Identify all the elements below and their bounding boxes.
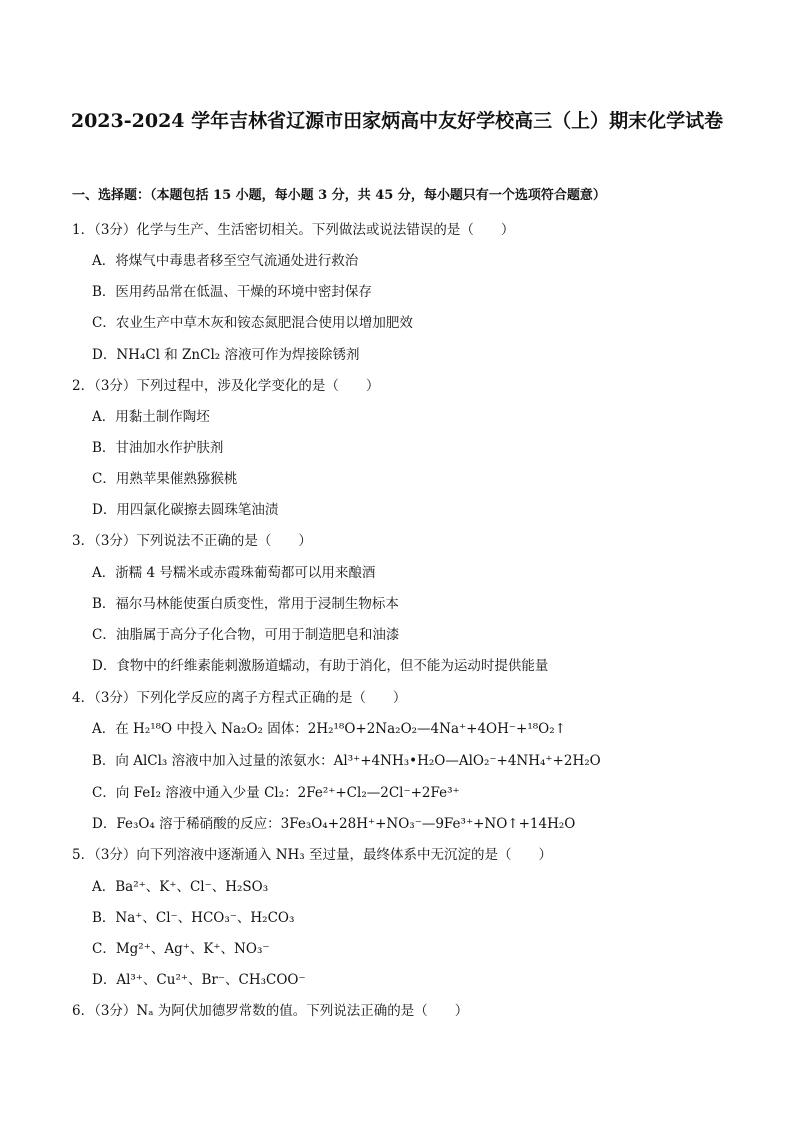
question-1-option-a: A．将煤气中毒患者移至空气流通处进行救治	[92, 253, 359, 269]
question-1-option-d: D．NH₄Cl 和 ZnCl₂ 溶液可作为焊接除锈剂	[92, 347, 360, 363]
question-3-option-a: A．浙糯 4 号糯米或赤霞珠葡萄都可以用来酿酒	[92, 565, 376, 581]
question-2-stem: 2．（3分）下列过程中，涉及化学变化的是（ ）	[72, 378, 380, 394]
question-5-option-d: D．Al³⁺、Cu²⁺、Br⁻、CH₃COO⁻	[92, 972, 306, 988]
question-3-stem: 3．（3分）下列说法不正确的是（ ）	[72, 533, 312, 549]
question-3-option-d: D．食物中的纤维素能刺激肠道蠕动，有助于消化，但不能为运动时提供能量	[92, 658, 549, 674]
question-3-option-b: B．福尔马林能使蛋白质变性，常用于浸制生物标本	[92, 596, 399, 612]
question-4-stem: 4．（3分）下列化学反应的离子方程式正确的是（ ）	[72, 690, 407, 706]
section-heading: 一、选择题：（本题包括 15 小题，每小题 3 分，共 45 分，每小题只有一个选项符合题意）	[72, 188, 606, 203]
question-2-option-a: A．用黏土制作陶坯	[92, 409, 210, 425]
question-3-option-c: C．油脂属于高分子化合物，可用于制造肥皂和油漆	[92, 627, 400, 643]
question-1-option-b: B．医用药品常在低温、干燥的环境中密封保存	[92, 284, 372, 300]
question-2-option-d: D．用四氯化碳擦去圆珠笔油渍	[92, 502, 279, 518]
question-1-stem: 1．（3分）化学与生产、生活密切相关。下列做法或说法错误的是（ ）	[72, 222, 515, 238]
question-4-option-c: C．向 FeI₂ 溶液中通入少量 Cl₂：2Fe²⁺+Cl₂—2Cl⁻+2Fe³⁺	[92, 785, 460, 801]
question-4-option-d: D．Fe₃O₄ 溶于稀硝酸的反应：3Fe₃O₄+28H⁺+NO₃⁻—9Fe³⁺+NO↑+14H₂O	[92, 816, 576, 832]
question-6-stem: 6．（3分）Nₐ 为阿伏加德罗常数的值。下列说法正确的是（ ）	[72, 1003, 469, 1019]
page-title: 2023-2024 学年吉林省辽源市田家炳高中友好学校高三（上）期末化学试卷	[70, 110, 724, 132]
question-2-option-b: B．甘油加水作护肤剂	[92, 440, 224, 456]
question-5-stem: 5．（3分）向下列溶液中逐渐通入 NH₃ 至过量，最终体系中无沉淀的是（ ）	[72, 847, 553, 863]
question-4-option-a: A．在 H₂¹⁸O 中投入 Na₂O₂ 固体：2H₂¹⁸O+2Na₂O₂—4Na⁺+4OH⁻+¹⁸O₂↑	[92, 721, 566, 737]
question-5-option-b: B．Na⁺、Cl⁻、HCO₃⁻、H₂CO₃	[92, 910, 295, 926]
question-5-option-c: C．Mg²⁺、Ag⁺、K⁺、NO₃⁻	[92, 941, 270, 957]
question-5-option-a: A．Ba²⁺、K⁺、Cl⁻、H₂SO₃	[92, 879, 269, 895]
question-1-option-c: C．农业生产中草木灰和铵态氮肥混合使用以增加肥效	[92, 315, 413, 331]
question-2-option-c: C．用熟苹果催熟猕猴桃	[92, 471, 238, 487]
question-4-option-b: B．向 AlCl₃ 溶液中加入过量的浓氨水：Al³⁺+4NH₃•H₂O—AlO₂⁻+4NH₄⁺+2H₂O	[92, 753, 601, 769]
